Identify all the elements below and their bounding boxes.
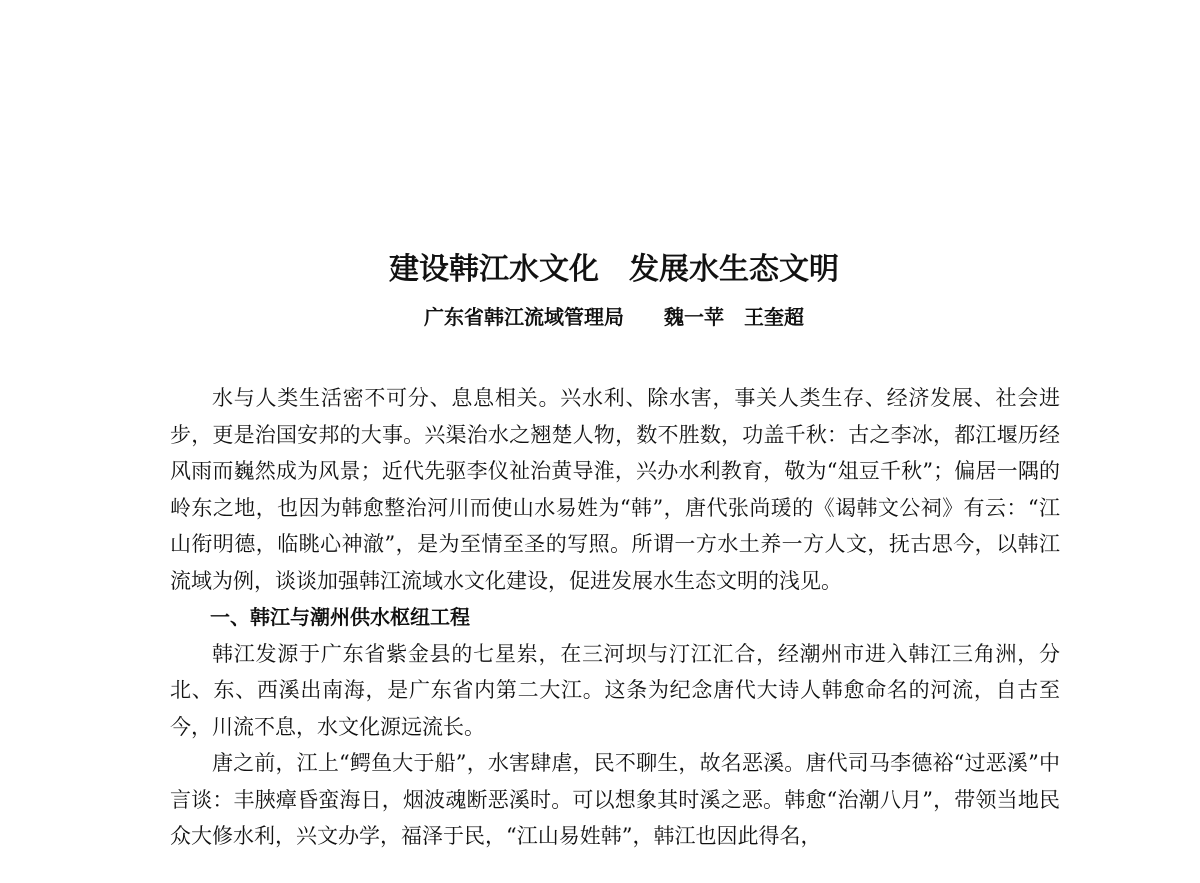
document-title: 建设韩江水文化 发展水生态文明: [389, 252, 839, 287]
intro-paragraph: 水与人类生活密不可分、息息相关。兴水利、除水害，事关人类生存、经济发展、社会进步，更是治国安邦的大事。兴渠治水之翘楚人物，数不胜数，功盖千秋：古之李冰，都江堰历经风雨而巍然成为风景；近代先驱李仪祉治黄导淮，兴办水利教育，敬为“俎豆千秋”；偏居一隅的岭东之地，也因为韩愈整治河川而使山水易姓为“韩”，唐代张尚瑗的《谒韩文公祠》有云：“江山衔明德，临眺心神澈”，是为至情至圣的写照。所谓一方水土养一方人文，抚古思今，以韩江流域为例，谈谈加强韩江流域水文化建设，促进发展水生态文明的浅见。: [170, 386, 1060, 593]
document-body: [170, 380, 1060, 855]
author-line: 广东省韩江流域管理局 魏一苹 王奎超: [424, 305, 804, 329]
section-heading: 一、韩江与潮州供水枢纽工程: [210, 605, 470, 629]
section-paragraph: 韩江发源于广东省紫金县的七星岽，在三河坝与汀江汇合，经潮州市进入韩江三角洲，分北、东、西溪出南海，是广东省内第二大江。这条为纪念唐代大诗人韩愈命名的河流，自古至今，川流不息，水文化源远流长。: [170, 641, 1060, 739]
section-paragraph: 唐之前，江上“鳄鱼大于船”，水害肆虐，民不聊生，故名恶溪。唐代司马李德裕“过恶溪”中言谈：丰脥瘴昏蛮海日，烟波魂断恶溪时。可以想象其时溪之恶。韩愈“治潮八月”，带领当地民众大修水利，兴文办学，福泽于民，“江山易姓韩”，韩江也因此得名，: [170, 751, 1060, 848]
